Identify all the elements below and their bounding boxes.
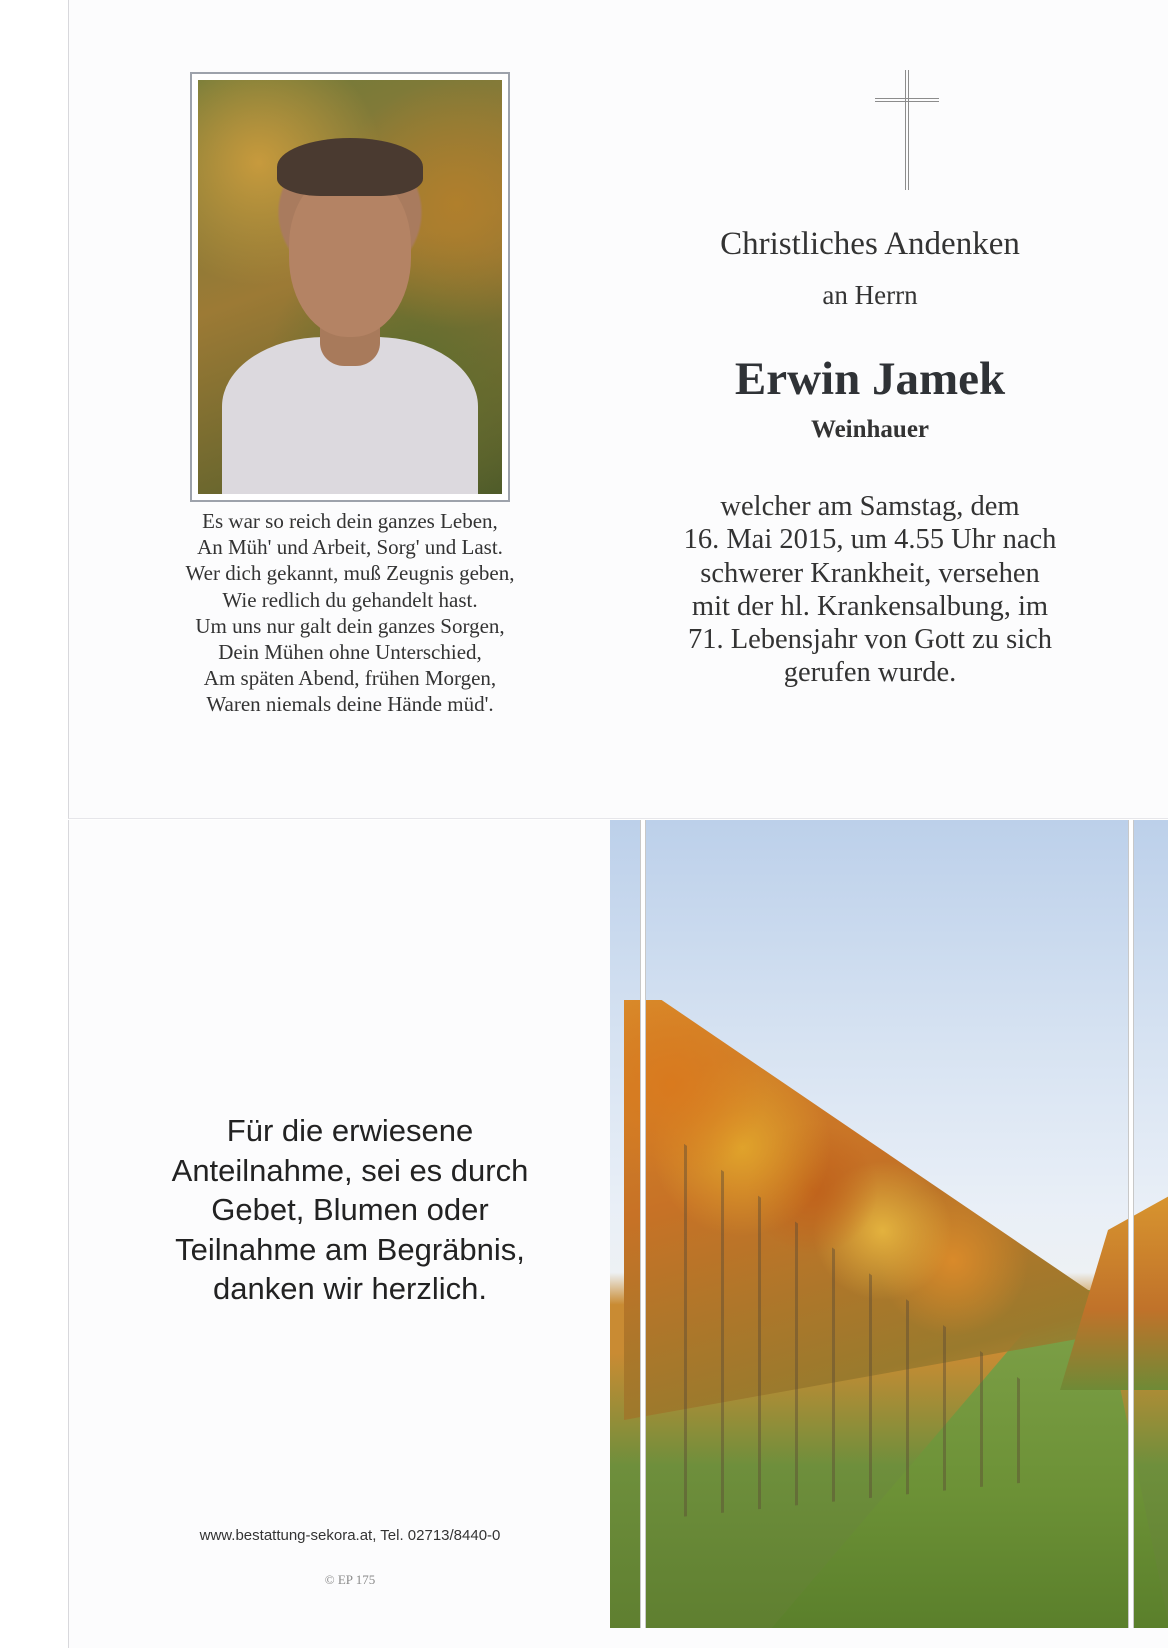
poem-line: Es war so reich dein ganzes Leben, — [202, 509, 498, 533]
vineyard-photo — [610, 820, 1168, 1628]
thanks-line: danken wir herzlich. — [213, 1271, 487, 1306]
portrait-hair — [277, 138, 423, 196]
thanks-line: Anteilnahme, sei es durch — [171, 1152, 529, 1188]
notice-line: welcher am Samstag, dem — [720, 491, 1020, 522]
poem-line: Waren niemals deine Hände müd'. — [206, 692, 494, 717]
poem-line: An Müh' und Arbeit, Sorg' und Last. — [197, 535, 503, 560]
poem-line: Wie redlich du gehandelt hast. — [222, 587, 478, 612]
notice-line: 16. Mai 2015, um 4.55 Uhr nach — [683, 524, 1057, 556]
poem-line: Am späten Abend, frühen Morgen, — [203, 666, 497, 691]
memorial-title: Christliches Andenken — [720, 226, 1020, 262]
notice-line: gerufen wurde. — [783, 657, 957, 689]
product-code: © EP 175 — [324, 1572, 376, 1587]
contact-info: www.bestattung-sekora.at, Tel. 02713/8440-0 — [199, 1527, 501, 1544]
portrait-face — [289, 171, 411, 337]
thanks-text — [130, 1111, 570, 1309]
deceased-name: Erwin Jamek — [734, 353, 1006, 405]
cross-icon — [875, 70, 939, 190]
thanks-line: Gebet, Blumen oder — [211, 1192, 489, 1227]
thanks-line: Für die erwiesene — [226, 1113, 474, 1148]
occupation: Weinhauer — [810, 416, 930, 443]
death-notice — [660, 490, 1080, 690]
notice-line: schwerer Krankheit, versehen — [700, 557, 1040, 589]
photo-stripe-left — [640, 820, 646, 1628]
notice-line: 71. Lebensjahr von Gott zu sich — [687, 624, 1053, 656]
poem-line: Wer dich gekannt, muß Zeugnis geben, — [185, 561, 515, 586]
photo-stripe-right — [1128, 820, 1134, 1628]
salutation: an Herrn — [822, 280, 918, 310]
poem — [140, 508, 560, 718]
portrait-frame — [190, 72, 510, 502]
poem-line: Dein Mühen ohne Unterschied, — [218, 640, 482, 665]
thanks-line: Teilnahme am Begräbnis, — [175, 1231, 525, 1267]
notice-line: mit der hl. Krankensalbung, im — [691, 590, 1049, 622]
portrait-photo — [198, 80, 502, 494]
poem-line: Um uns nur galt dein ganzes Sorgen, — [195, 613, 505, 638]
